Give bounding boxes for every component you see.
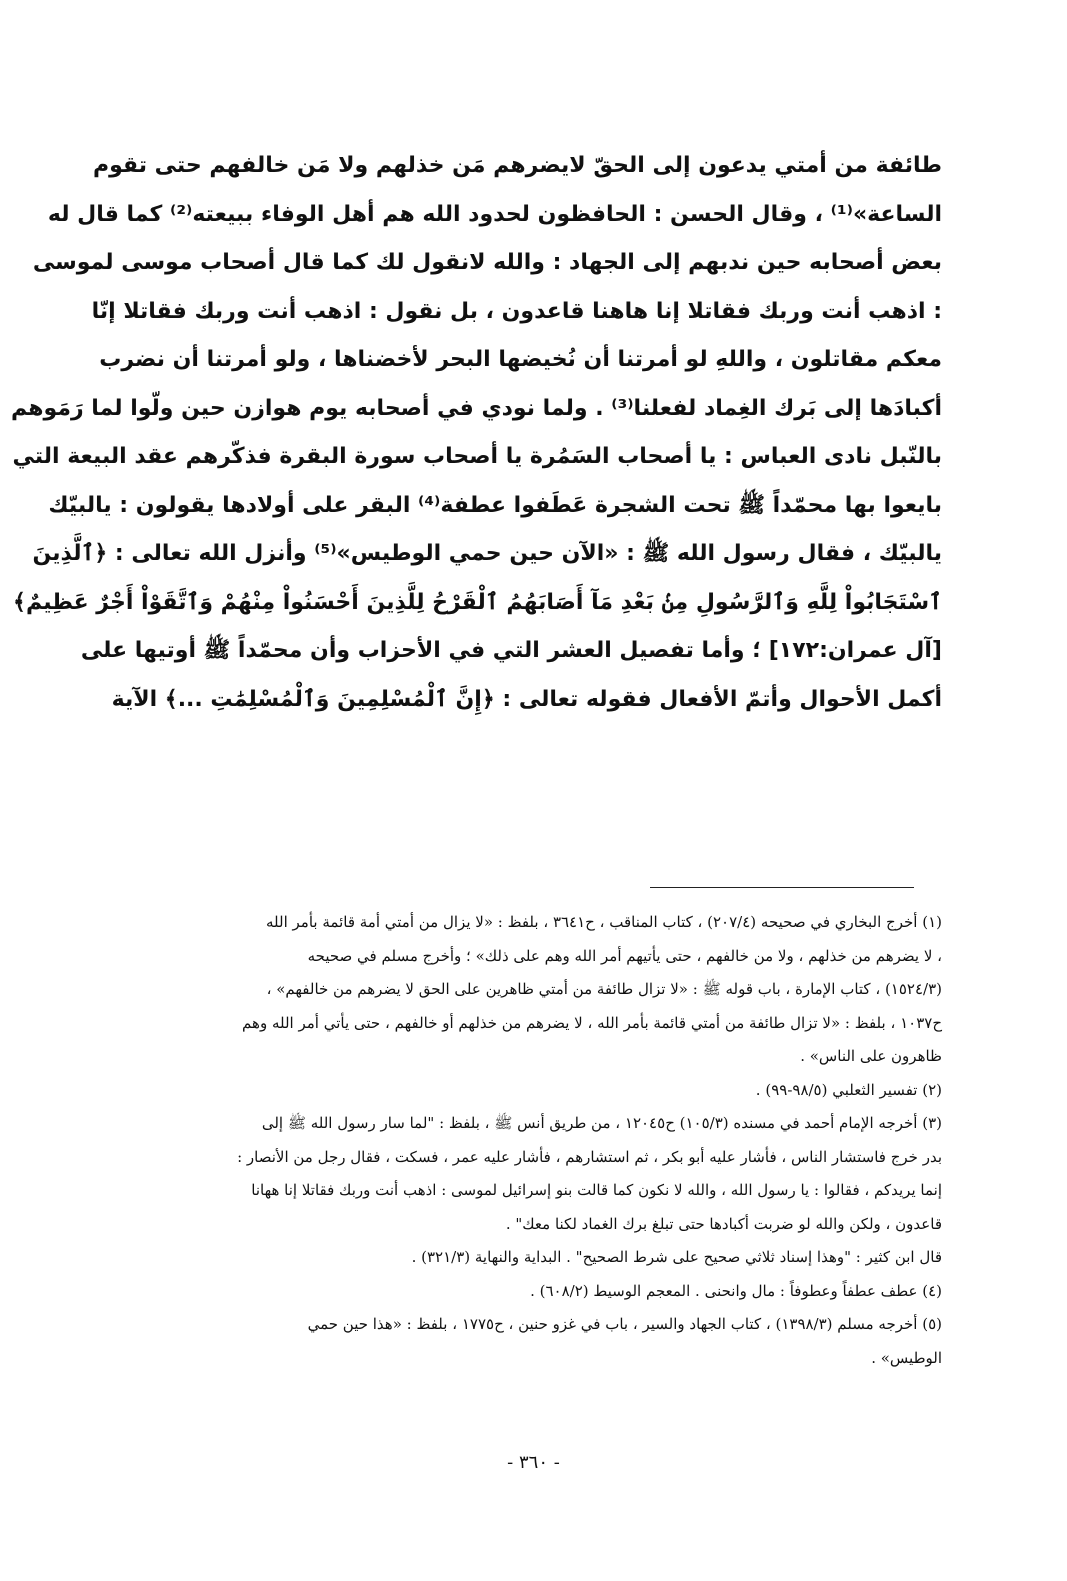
main-text-line: معكم مقاتلون ، واللهِ لو أمرتنا أن نُخيضها البحر لأخضناها ، ولو أمرتنا أن نضرب [99,347,942,372]
main-text-line: بايعوا بها محمّداً ﷺ تحت الشجرة عَطَفوا عطفة⁽⁴⁾ البقر على أولادها يقولون : يالبيّك [48,492,942,518]
quran-verse-line: ٱسْتَجَابُواْ لِلَّهِ وَٱلرَّسُولِ مِنۢ بَعْدِ مَآ أَصَابَهُمُ ٱلْقَرْحُ لِلَّذِينَ أَحْسَنُواْ مِنْهُمْ وَٱتَّقَوْاْ أَجْرٌ عَظِيمٌ﴾ [13,589,942,615]
footnote-line: (٤) عطف عطفاً وعطوفاً : مال وانحنى . المعجم الوسيط (٦٠٨/٢) . [530,1281,942,1300]
main-text-line: يالبيّك ، فقال رسول الله ﷺ : «الآن حين حمي الوطيس»⁽⁵⁾ وأنزل الله تعالى : ﴿ٱلَّذِينَ [32,541,942,566]
footnote-separator [650,887,914,888]
footnote-line: ظاهرون على الناس» . [800,1047,942,1065]
page-number: - ٣٦٠ - [507,1452,560,1473]
footnote-line: بدر خرج فاستشار الناس ، فأشار عليه أبو بكر ، ثم استشارهم ، فأشار عليه عمر ، فسكت ، فقال رجل من الأنصار : [237,1147,942,1166]
main-text-line: بالنّبل نادى العباس : يا أصحاب السَمُرة يا أصحاب سورة البقرة فذكّرهم عقد البيعة التي [12,444,942,469]
main-text-block [11,142,942,724]
main-text-line: : اذهب أنت وربك فقاتلا إنا هاهنا قاعدون ، بل نقول : اذهب أنت وربك فقاتلا إنّا [91,298,942,324]
footnote-line: (٣) أخرجه الإمام أحمد في مسنده (١٠٥/٣) ح١٢٠٤٥ ، من طريق أنس ﷺ ، بلفظ : "لما سار رسول الله ﷺ إلى [261,1114,942,1132]
main-text-line: طائفة من أمتي يدعون إلى الحقّ لايضرهم مَن خذلهم ولا مَن خالفهم حتى تقوم [92,153,942,178]
footnote-line: قاعدون ، ولكن والله لو ضربت أكبادها حتى تبلغ برك الغماد لكنا معك" . [505,1214,942,1233]
footnote-line: إنما يريدكم ، فقالوا : يا رسول الله ، والله لا نكون كما قالت بنو إسرائيل لموسى : اذهب أنت وربك فقاتلا إنا ههانا [251,1181,942,1199]
footnote-line: الوطيس» . [871,1348,942,1367]
main-text-line: بعض أصحابه حين ندبهم إلى الجهاد : والله لانقول لك كما قال أصحاب موسى لموسى [32,250,942,275]
footnote-line: (٢) تفسير الثعلبي (٩٨/٥-٩٩) . [755,1080,942,1099]
main-text-line: أكبادَها إلى بَرك الغِماد لفعلنا⁽³⁾ . ولما نودي في أصحابه يوم هوازن حين ولّوا لما رَمَوهم [11,395,942,421]
footnote-line: (١) أخرج البخاري في صحيحه (٢٠٧/٤) ، كتاب المناقب ، ح٣٦٤١ ، بلفظ : «لا يزال من أمتي أمة قائمة بأمر الله [266,913,942,931]
footnote-line: قال ابن كثير : "وهذا إسناد ثلاثي صحيح على شرط الصحيح" . البداية والنهاية (٣٢١/٣) . [411,1248,942,1266]
main-text-line: [آل عمران:١٧٢] ؛ وأما تفصيل العشر التي في الأحزاب وأن محمّداً ﷺ أوتيها على [80,638,942,663]
footnote-line: (٥) أخرجه مسلم (١٣٩٨/٣) ، كتاب الجهاد والسير ، باب في غزو حنين ، ح١٧٧٥ ، بلفظ : «هذا حين حمي [307,1315,942,1333]
footnote-line: ، لا يضرهم من خذلهم ، ولا من خالفهم ، حتى يأتيهم أمر الله وهم على ذلك» ؛ وأخرج مسلم في صحيحه [307,946,942,965]
footnote-line: ح١٠٣٧ ، بلفظ : «لا تزال طائفة من أمتي قائمة بأمر الله ، لا يضرهم من خذلهم أو خالفهم ، حتى يأتي أمر الله وهم [242,1013,942,1032]
footnote-line: (١٥٢٤/٣) ، كتاب الإمارة ، باب قوله ﷺ : «لا تزال طائفة من أمتي ظاهرين على الحق لا يضرهم من خالفهم» ، [266,980,942,998]
footnotes-block [122,906,942,1375]
main-text-line: الساعة»⁽¹⁾ ، وقال الحسن : الحافظون لحدود الله هم أهل الوفاء ببيعته⁽²⁾ كما قال له [47,201,942,227]
main-text-line: أكمل الأحوال وأتمّ الأفعال فقوله تعالى : ﴿إِنَّ ٱلْمُسْلِمِينَ وَٱلْمُسْلِمَٰتِ ...﴾ الآية [111,686,942,712]
